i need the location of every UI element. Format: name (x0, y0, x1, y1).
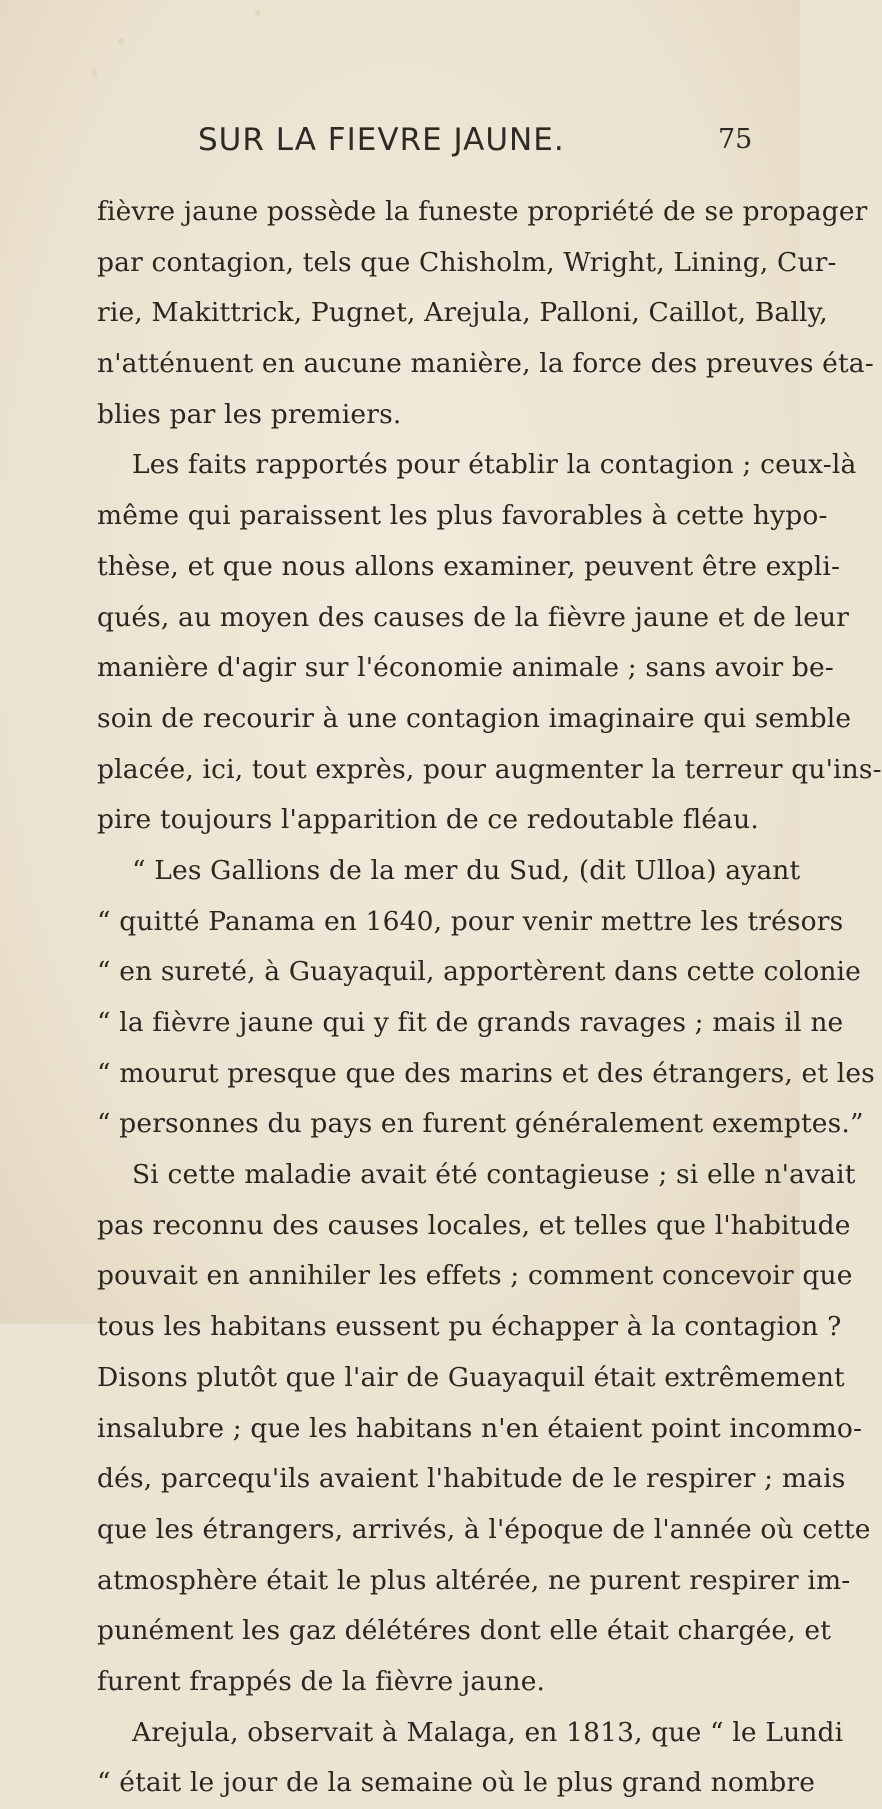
text-line: que les étrangers, arrivés, à l'époque de l'année où cette (97, 1513, 871, 1545)
quote-line: “ Les Gallions de la mer du Sud, (dit Ulloa) ayant (132, 854, 801, 886)
page-header (0, 122, 800, 172)
text-line: rie, Makittrick, Pugnet, Arejula, Palloni, Caillot, Bally, (97, 297, 828, 329)
text-line: par contagion, tels que Chisholm, Wright, Lining, Cur- (97, 246, 837, 278)
text-line: manière d'agir sur l'économie animale ; sans avoir be- (97, 652, 834, 684)
running-head: SUR LA FIEVRE JAUNE. (198, 122, 565, 158)
quote-line: “ en sureté, à Guayaquil, apportèrent dans cette colonie (97, 956, 861, 988)
paper-speck (255, 10, 260, 17)
text-line: punément les gaz délétéres dont elle était chargée, et (97, 1615, 832, 1647)
body-text (97, 187, 882, 1809)
quote-line: “ personnes du pays en furent généralement exemptes.” (97, 1108, 864, 1140)
text-line: placée, ici, tout exprès, pour augmenter la terreur qu'ins- (97, 753, 882, 785)
text-line: tous les habitans eussent pu échapper à la contagion ? (97, 1311, 842, 1343)
text-line: insalubre ; que les habitans n'en étaient point incommo- (97, 1412, 863, 1444)
text-line: Les faits rapportés pour établir la contagion ; ceux-là (132, 449, 857, 481)
text-line: fièvre jaune possède la funeste propriété de se propager (97, 196, 868, 227)
quote-line: “ mourut presque que des marins et des étrangers, et les (97, 1057, 875, 1089)
text-line: pire toujours l'apparition de ce redoutable fléau. (97, 804, 759, 836)
paper-speck (118, 38, 124, 44)
text-line: Disons plutôt que l'air de Guayaquil était extrêmement (97, 1361, 845, 1393)
text-line: furent frappés de la fièvre jaune. (97, 1665, 546, 1697)
text-line: pouvait en annihiler les effets ; comment concevoir que (97, 1260, 853, 1292)
text-line: même qui paraissent les plus favorables à cette hypo- (97, 500, 828, 532)
text-line: n'atténuent en aucune manière, la force des preuves éta- (97, 348, 874, 380)
text-line: Si cette maladie avait été contagieuse ; si elle n'avait (132, 1159, 856, 1191)
text-line: Arejula, observait à Malaga, en 1813, que “ le Lundi (132, 1716, 844, 1748)
text-line: pas reconnu des causes locales, et telles que l'habitude (97, 1209, 851, 1241)
text-line: qués, au moyen des causes de la fièvre jaune et de leur (97, 601, 850, 633)
text-line: soin de recourir à une contagion imaginaire qui semble (97, 702, 852, 734)
paper-speck (92, 68, 97, 77)
text-line: atmosphère était le plus altérée, ne purent respirer im- (97, 1564, 851, 1596)
text-line: dés, parcequ'ils avaient l'habitude de le respirer ; mais (97, 1463, 846, 1495)
quote-line: “ quitté Panama en 1640, pour venir mettre les trésors (97, 905, 844, 937)
text-line: thèse, et que nous allons examiner, peuvent être expli- (97, 550, 841, 582)
text-line: “ était le jour de la semaine où le plus grand nombre (97, 1767, 816, 1799)
quote-line: “ la fièvre jaune qui y fit de grands ravages ; mais il ne (97, 1007, 844, 1038)
page-number: 75 (718, 124, 753, 155)
text-line: blies par les premiers. (97, 398, 402, 430)
